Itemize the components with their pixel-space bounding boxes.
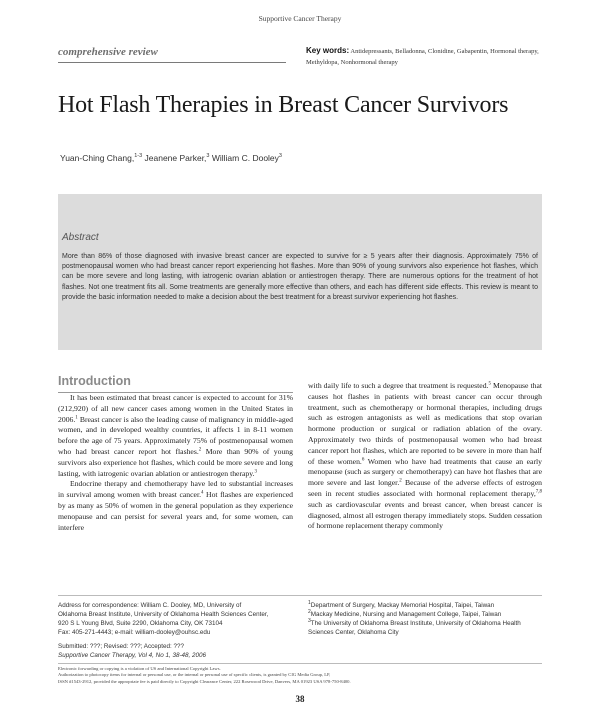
journal-header: Supportive Cancer Therapy [258,14,342,23]
article-title: Hot Flash Therapies in Breast Cancer Survivors [58,92,509,118]
author-name: Jeanene Parker, [142,153,207,163]
footnote-rule [58,595,542,596]
review-label-rule [58,62,286,63]
abstract-heading: Abstract [62,232,99,243]
body-column-left [58,393,293,533]
body-column-right [308,381,542,532]
author-name: William C. Dooley [209,153,279,163]
submission-info: Submitted: ???; Revised: ???; Accepted: ??? Supportive Cancer Therapy, Vol 4, No 1, 38-48, 2006 [58,643,207,659]
correspondence-block: Address for correspondence: William C. Dooley, MD, University of Oklahoma Breast Institute, University of Oklahoma Health Sciences Center, 920 S L Young Blvd, Suite 2290, Oklahoma City, OK 73104 Fax: 405-271-4443; e-mail: william-dooley@ouhsc.edu [58,602,269,636]
keywords-block [306,45,542,68]
affiliation-item: $^1$Department of Surgery, Mackay Memorial Hospital, Taipei, Taiwan [308,599,495,609]
copyright-rule [58,663,542,664]
paragraph: with daily life to such a degree that treatment is requested.$^5$ Menopause that causes hot flashes in patients with breast cancer can occur through treatment, such as chemotherapy or hormonal therapies, including drugs such as estrogen antagonists as well as medications that stop ovarian hormone production or surgical or radiation ablation of the ovary. Approximately two thirds of postmenopausal women who had breast cancer report hot flashes, which are reported to be severe in more than half of these women.$^6$ Women who have had treatments that cause an early menopause (such as surgery or chemotherapy) can have hot flashes that are more severe and last longer.$^2$ Because of the adverse effects of estrogen seen in recent studies associated with hormonal replacement therapy,$^{7,8}$ such as cardiovascular events and breast cancer, when breast cancer is diagnosed, almost all estrogen therapy immediately stops. Sudden cessation of hormone replacement therapy commonly [308,381,543,531]
author-list [60,153,282,163]
copyright-notice: Electronic forwarding or copying is a violation of US and International Copyright Laws. Authorization to photocopy items for internal or personal use, or the internal or personal use of specific clients, is granted by CIG Media Group, LP, ISSN #1543-2912, provided the appropriate fee is paid directly to Copyright Clearance Center, 222 Rosewood Drive, Danvers, MA 01923 USA 978-750-8400. [58,666,351,684]
affiliation-item: $^3$The University of Oklahoma Breast Institute, University of Oklahoma Health Sciences Center, Oklahoma City [308,617,521,636]
paragraph: It has been estimated that breast cancer is expected to account for 31% (212,920) of all new cancer cases among women in the United States in 2006.$^1$ Breast cancer is also the leading cause of malignancy in middle-aged women, and in developed wealthy countries, it affects 1 in 8-11 women before the age of 75 years. Approximately 75% of postmenopausal women who had breast cancer report hot flashes.$^2$ More than 90% of young survivors also experience hot flashes, which could be more severe and long lasting, with iatrogenic ovarian ablation or antiestrogen therapy.$^3$ [58,393,293,478]
author-affiliation-ref: 3 [278,153,282,160]
page-number: 38 [295,694,305,704]
author-affiliation-ref: 1-3 [134,153,143,160]
keywords-text: Antidepressants, Belladonna, Clonidine, Gabapentin, Hormonal therapy, Methyldopa, Nonhormonal therapy [306,48,539,66]
author-name: Yuan-Ching Chang, [60,153,135,163]
review-type-label: comprehensive review [58,46,158,58]
abstract-box [58,194,542,350]
affiliations-block [308,601,542,637]
paragraph: Endocrine therapy and chemotherapy have led to substantial increases in survival among women with breast cancer.$^4$ Hot flashes are experienced by as many as 50% of women in the general population as they experience menopause and can persist for several years and, for some women, can interfere [58,479,293,532]
author-affiliation-ref: 3 [206,153,210,160]
keywords-label: Key words: [306,46,350,55]
introduction-heading: Introduction [58,374,131,388]
abstract-text: More than 86% of those diagnosed with invasive breast cancer are expected to survive for ≥ 5 years after their diagnosis. Approximately 75% of postmenopausal women who had breast cancer report experiencing hot flashes. More than 90% of young survivors also experience hot flashes, which can be more severe and long lasting, with iatrogenic ovarian ablation or antiestrogen therapy. There are numerous options for the treatment of hot flashes. Not one treatment fits all. Some treatments are generally more effective than others, and each has different side effects. This review is meant to provide the basic information needed to make a decision about the best treatment for a breast survivor experiencing hot flashes. [62,253,538,301]
affiliation-item: $^2$Mackay Medicine, Nursing and Management College, Taipei, Taiwan [308,608,502,618]
